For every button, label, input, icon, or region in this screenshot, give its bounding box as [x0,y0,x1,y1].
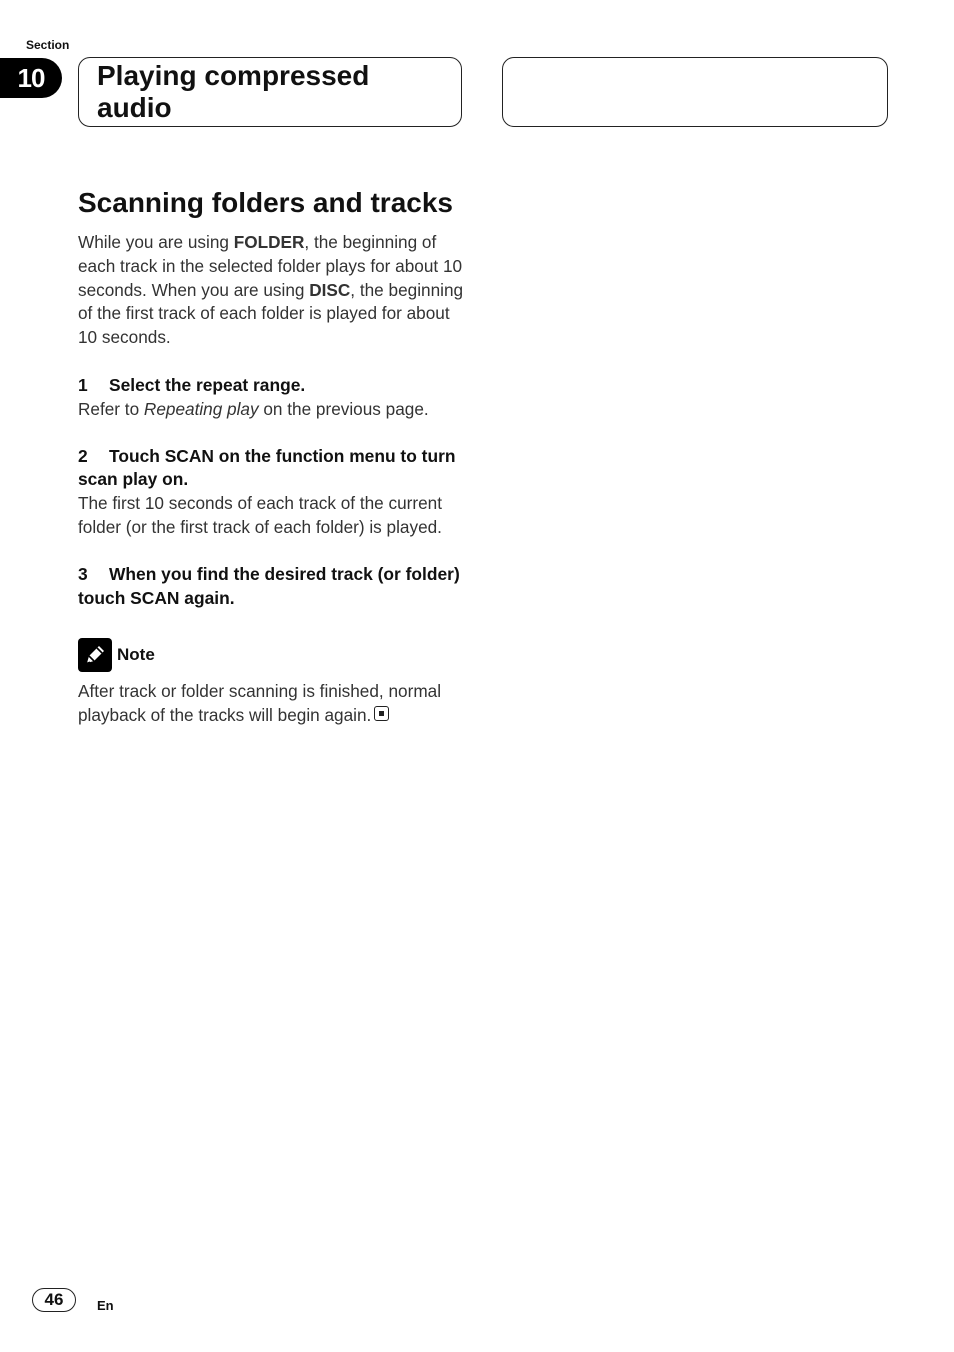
note-text [78,680,468,728]
step-1-body-suffix: on the previous page. [258,398,429,419]
step-3 [78,563,468,611]
step-1-number: 1 [78,374,88,395]
step-1-title-text: Select the repeat range. [109,374,306,395]
language-label: En [97,1298,114,1313]
main-content [78,185,468,728]
step-1-title [78,374,468,398]
end-of-section-icon [374,706,389,721]
note-body: After track or folder scanning is finished, normal playback of the tracks will begin again. [78,681,442,726]
intro-text-1: While you are using [78,232,234,252]
section-label: Section [26,38,70,52]
step-1-body-italic: Repeating play [143,398,259,419]
chapter-title-box [78,57,462,127]
step-3-number: 3 [78,563,88,584]
step-1-body [78,398,468,422]
step-2 [78,445,468,540]
step-2-body: The first 10 seconds of each track of the current folder (or the first track of each folder) is played. [78,493,442,537]
step-1 [78,374,468,422]
intro-text-2: , the beginning of each track in the selected folder plays for about 10 seconds. When you are using [78,232,463,300]
step-2-title-text: Touch SCAN on the function menu to turn scan play on. [78,445,456,490]
intro-text-3: , the beginning of the first track of each folder is played for about 10 seconds. [78,279,464,348]
chapter-title: Playing compressed audio [97,60,370,123]
note-label: Note [117,645,155,665]
intro-bold-folder: FOLDER [233,232,305,252]
section-number-tab: 10 [0,58,62,98]
page-heading: Scanning folders and tracks [78,187,453,218]
step-3-title-text: When you find the desired track (or folder) touch SCAN again. [78,563,460,608]
pencil-note-icon [78,638,112,672]
note-header [78,638,468,672]
step-2-number: 2 [78,445,88,466]
step-1-body-prefix: Refer to [78,398,144,419]
intro-bold-disc: DISC [309,279,351,300]
step-2-title [78,445,468,493]
empty-header-box [502,57,888,127]
intro-paragraph [78,231,468,350]
page-number: 46 [32,1288,76,1312]
step-3-title [78,563,468,611]
